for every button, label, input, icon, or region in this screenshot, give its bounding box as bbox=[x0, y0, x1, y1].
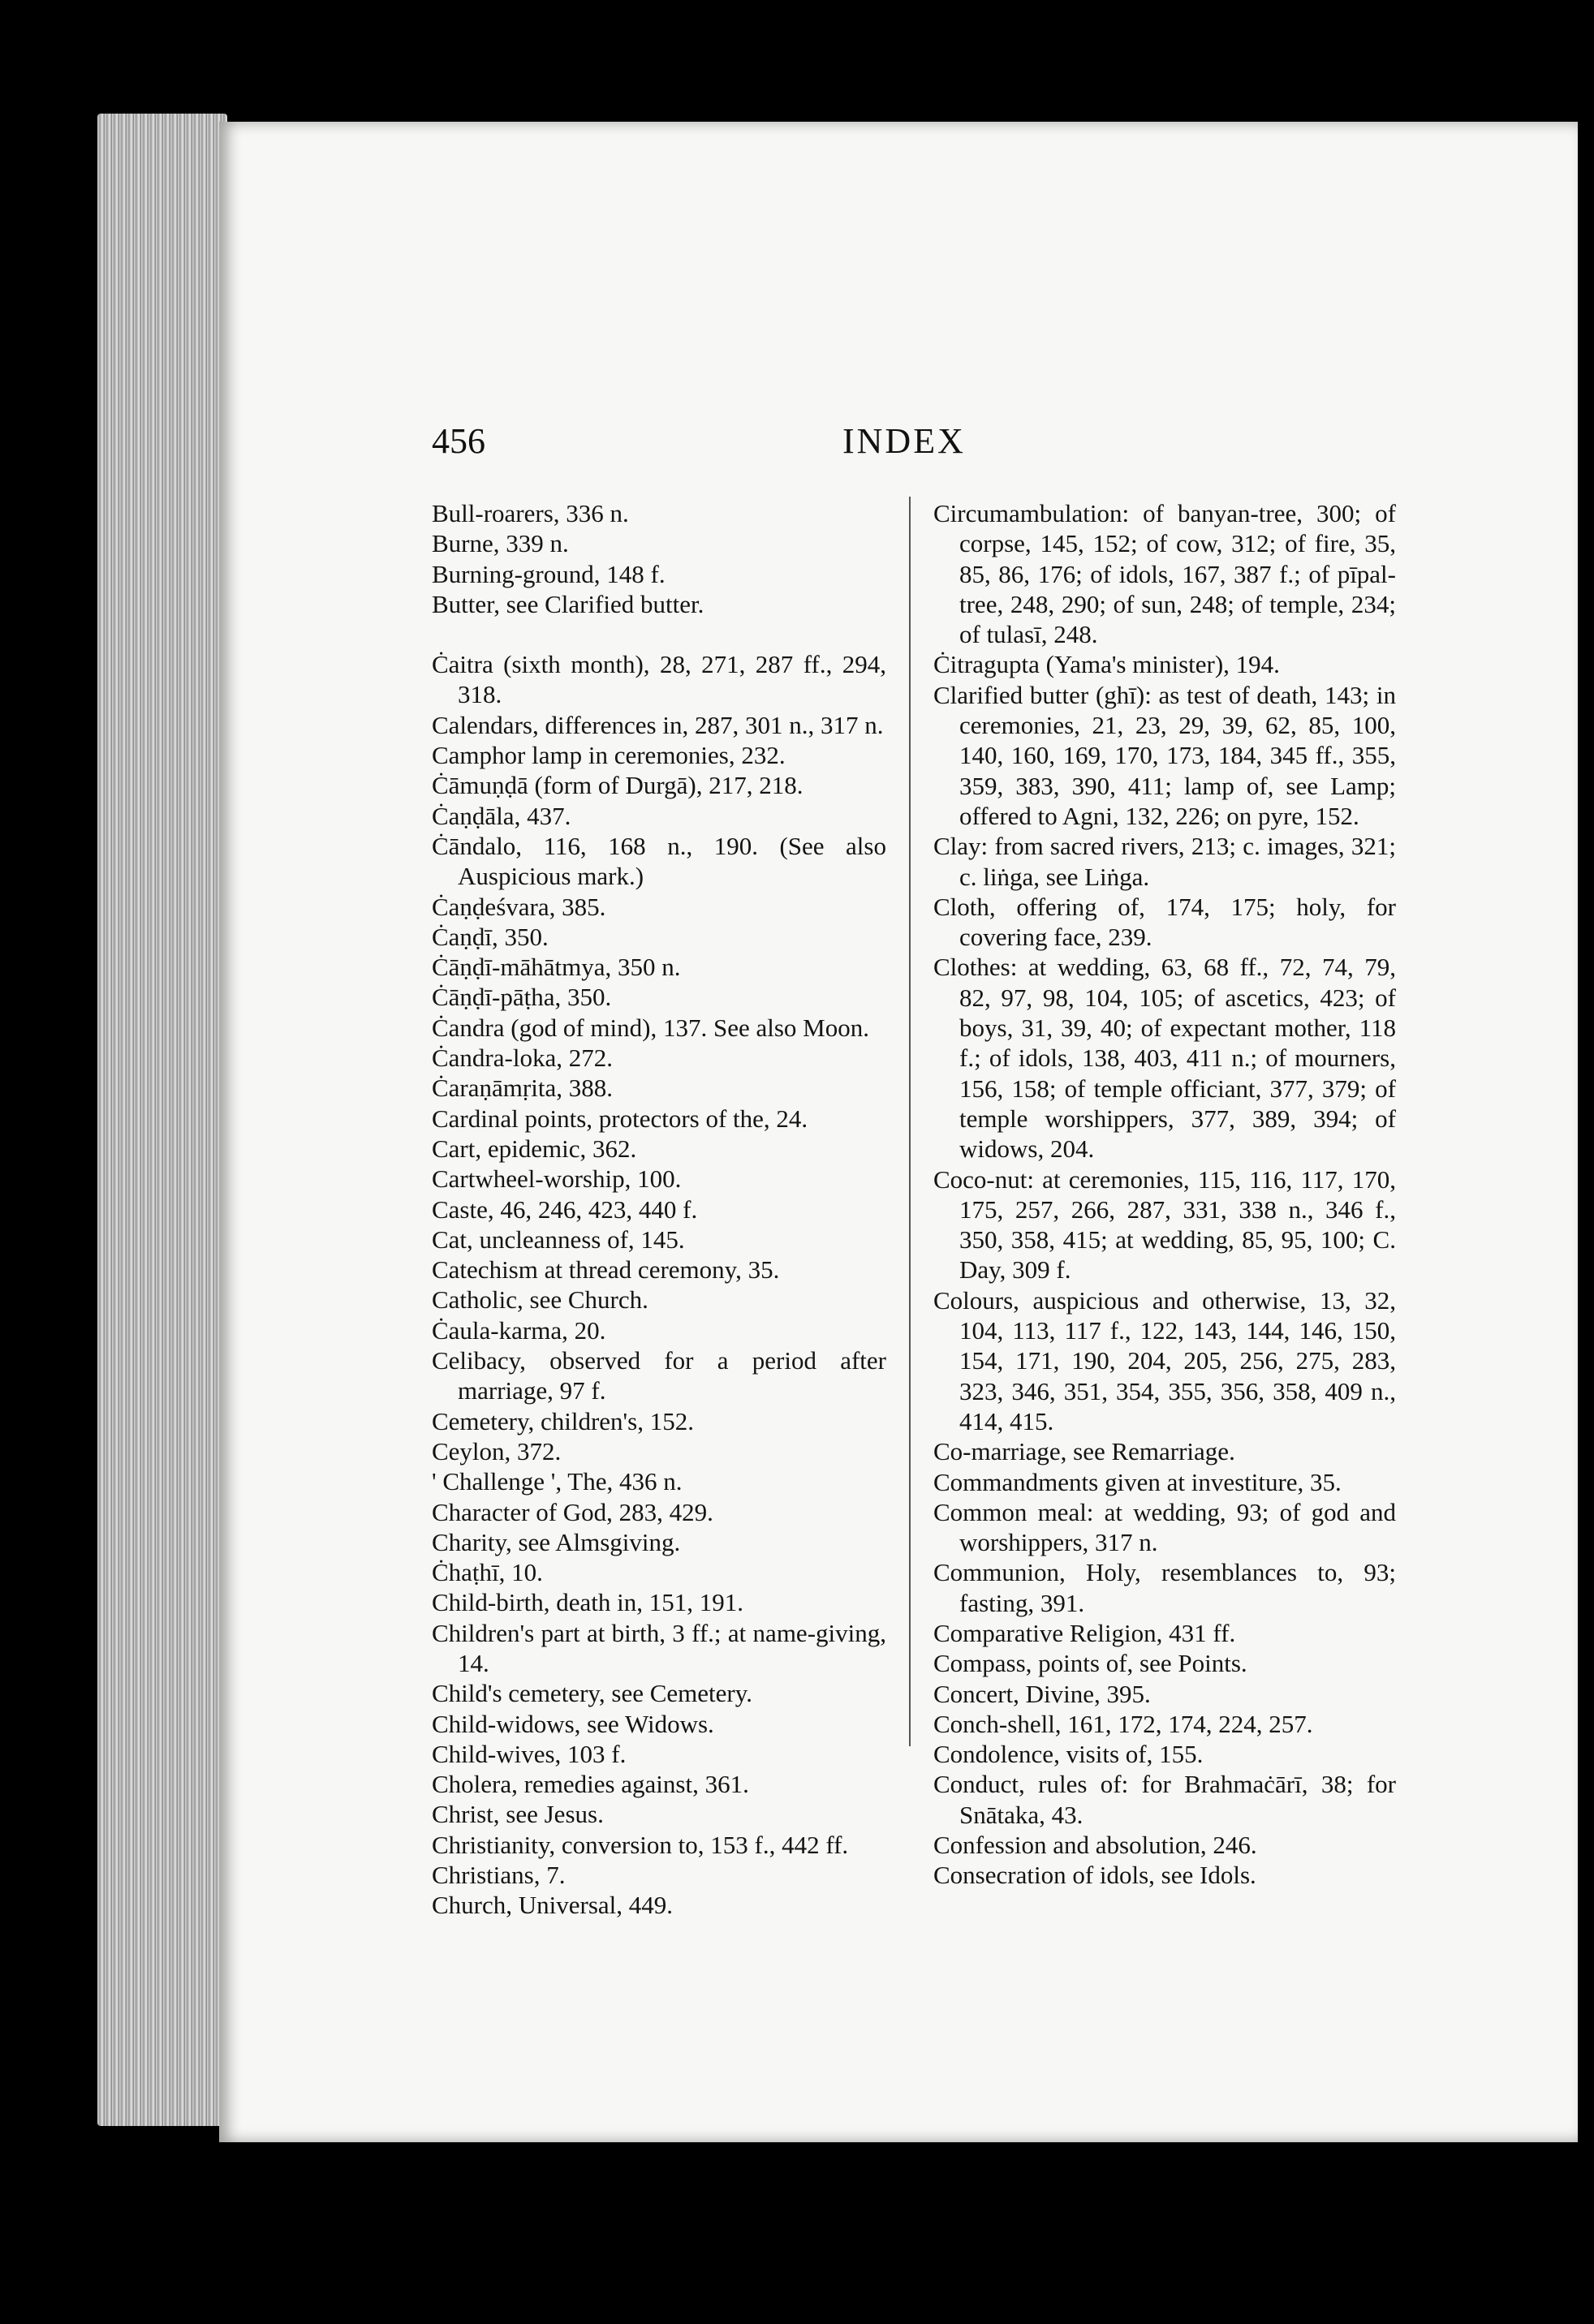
index-entry: Celibacy, observed for a period after marriage, 97 f. bbox=[432, 1346, 886, 1405]
index-entry: Ċaitra (sixth month), 28, 271, 287 ff., 294, 318. bbox=[432, 650, 886, 709]
index-entry: Cardinal points, protectors of the, 24. bbox=[432, 1104, 808, 1133]
index-entry: Ċandra-loka, 272. bbox=[432, 1044, 613, 1073]
index-entry: Communion, Holy, resemblances to, 93; fasting, 391. bbox=[933, 1558, 1396, 1617]
running-head bbox=[219, 420, 1578, 469]
index-entry: Ċāṇḍī-pāṭha, 350. bbox=[432, 983, 612, 1012]
index-entry: Clarified butter (ghī): as test of death, 143; in ceremonies, 21, 23, 29, 39, 62, 85, 100, 140, 160, 169, 170, 173, 184, 345 ff., 355, 359, 383, 390, 411; lamp of, see Lamp; offered to Agni, 132, 226; on pyre, 152. bbox=[933, 680, 1396, 830]
index-entry: Caste, 46, 246, 423, 440 f. bbox=[432, 1194, 698, 1224]
index-entry: Circumambulation: of banyan-tree, 300; of corpse, 145, 152; of cow, 312; of fire, 35, 85, 86, 176; of idols, 167, 387 f.; of pīpal-tree, 248, 290; of sun, 248; of temple, 234; of tulasī, 248. bbox=[933, 499, 1396, 649]
index-entry: Comparative Religion, 431 ff. bbox=[933, 1618, 1236, 1647]
index-entry: Clay: from sacred rivers, 213; c. images, 321; c. liṅga, see Liṅga. bbox=[933, 832, 1396, 891]
index-entry: Catechism at thread ceremony, 35. bbox=[432, 1255, 780, 1285]
index-entry: Commandments given at investiture, 35. bbox=[933, 1467, 1342, 1496]
index-entry: Charity, see Almsgiving. bbox=[432, 1527, 681, 1556]
index-entry: Compass, points of, see Points. bbox=[933, 1649, 1247, 1678]
index-entry: Ċaula-karma, 20. bbox=[432, 1315, 606, 1345]
book-page-edges bbox=[97, 114, 227, 2126]
index-column-right bbox=[933, 498, 1396, 1891]
index-entry: Ċaṇḍī, 350. bbox=[432, 922, 549, 951]
index-entry: Butter, see Clarified butter. bbox=[432, 589, 704, 618]
index-entry: Ċhaṭhī, 10. bbox=[432, 1558, 543, 1587]
index-entry: Christianity, conversion to, 153 f., 442 ff. bbox=[432, 1830, 849, 1859]
index-entry: Co-marriage, see Remarriage. bbox=[933, 1437, 1235, 1466]
index-entry: Conduct, rules of: for Brahmaċārī, 38; for Snātaka, 43. bbox=[933, 1770, 1396, 1829]
index-entry: Ċaṇḍeśvara, 385. bbox=[432, 892, 606, 921]
index-entry: Cloth, offering of, 174, 175; holy, for covering face, 239. bbox=[933, 892, 1396, 952]
index-entry: Camphor lamp in ceremonies, 232. bbox=[432, 741, 786, 770]
index-entry: Ċaṇḍāla, 437. bbox=[432, 801, 571, 830]
index-entry: Burning-ground, 148 f. bbox=[432, 559, 666, 588]
index-entry: Catholic, see Church. bbox=[432, 1285, 648, 1315]
index-entry: ' Challenge ', The, 436 n. bbox=[432, 1467, 683, 1496]
index-entry: Children's part at birth, 3 ff.; at name-giving, 14. bbox=[432, 1618, 886, 1677]
index-entry: Bull-roarers, 336 n. bbox=[432, 499, 629, 527]
book-page bbox=[219, 122, 1578, 2142]
page-title: INDEX bbox=[842, 421, 966, 461]
index-entry: Burne, 339 n. bbox=[432, 529, 569, 558]
index-entry: Child-birth, death in, 151, 191. bbox=[432, 1588, 744, 1617]
index-entry: Ċāmuṇḍā (form of Durgā), 217, 218. bbox=[432, 771, 803, 800]
index-entry: Consecration of idols, see Idols. bbox=[933, 1861, 1256, 1890]
index-entry: Calendars, differences in, 287, 301 n., 317 n. bbox=[432, 710, 884, 739]
index-entry: Common meal: at wedding, 93; of god and worshippers, 317 n. bbox=[933, 1497, 1396, 1557]
index-entry: Cart, epidemic, 362. bbox=[432, 1134, 637, 1163]
index-entry: Condolence, visits of, 155. bbox=[933, 1740, 1204, 1769]
index-entry: Colours, auspicious and otherwise, 13, 32, 104, 113, 117 f., 122, 143, 144, 146, 150, 154, 171, 190, 204, 205, 256, 275, 283, 323, 346, 351, 354, 355, 356, 358, 409 n., 414, 415. bbox=[933, 1285, 1396, 1435]
index-entry: Coco-nut: at ceremonies, 115, 116, 117, 170, 175, 257, 266, 287, 331, 338 n., 346 f., 350, 358, 415; at wedding, 85, 95, 100; C. Day, 309 f. bbox=[933, 1164, 1396, 1285]
index-entry: Christ, see Jesus. bbox=[432, 1800, 604, 1829]
index-entry: Cartwheel-worship, 100. bbox=[432, 1164, 682, 1194]
index-entry: Cholera, remedies against, 361. bbox=[432, 1770, 749, 1799]
index-entry: Cat, uncleanness of, 145. bbox=[432, 1224, 685, 1254]
index-entry: Christians, 7. bbox=[432, 1861, 566, 1890]
column-divider bbox=[909, 497, 911, 1746]
index-entry: Ċāndalo, 116, 168 n., 190. (See also Auspicious mark.) bbox=[432, 831, 886, 891]
index-entry: Character of God, 283, 429. bbox=[432, 1497, 713, 1526]
index-entry: Clothes: at wedding, 63, 68 ff., 72, 74, 79, 82, 97, 98, 104, 105; of ascetics, 423; of boys, 31, 39, 40; of expectant mother, 118 f.; of idols, 138, 403, 411 n.; of mourners, 156, 158; of temple officiant, 377, 379; of temple worshippers, 377, 389, 394; of widows, 204. bbox=[933, 953, 1396, 1164]
index-entry: Church, Universal, 449. bbox=[432, 1891, 674, 1920]
index-entry: Ceylon, 372. bbox=[432, 1436, 562, 1465]
index-column-left bbox=[432, 498, 886, 1921]
index-entry: Child's cemetery, see Cemetery. bbox=[432, 1679, 752, 1708]
page-number: 456 bbox=[432, 421, 485, 461]
index-entry: Ċandra (god of mind), 137. See also Moon. bbox=[432, 1013, 869, 1042]
index-entry: Conch-shell, 161, 172, 174, 224, 257. bbox=[933, 1709, 1313, 1738]
index-entry: Ċāṇḍī-māhātmya, 350 n. bbox=[432, 953, 681, 982]
index-entry: Concert, Divine, 395. bbox=[933, 1679, 1151, 1708]
index-entry: Confession and absolution, 246. bbox=[933, 1831, 1257, 1860]
index-entry: Ċitragupta (Yama's minister), 194. bbox=[933, 650, 1280, 679]
index-entry: Cemetery, children's, 152. bbox=[432, 1406, 694, 1435]
index-gap bbox=[432, 619, 886, 649]
index-entry: Ċaraṇāmṛita, 388. bbox=[432, 1074, 613, 1103]
index-entry: Child-wives, 103 f. bbox=[432, 1739, 627, 1768]
index-entry: Child-widows, see Widows. bbox=[432, 1709, 714, 1738]
